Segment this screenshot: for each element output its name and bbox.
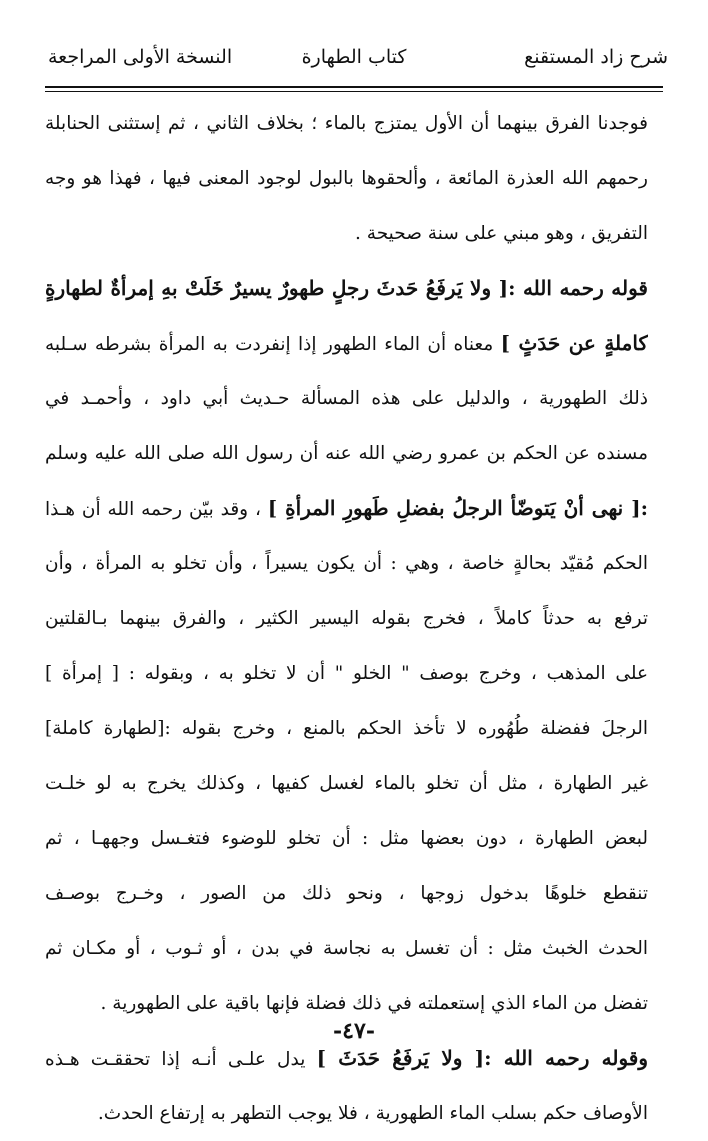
running-header [40,42,668,88]
line-text: الرجلَ ففضلة طُهُوره لا تأخذ الحكم بالمنع ، وخرج بقوله :[لطهارة كاملة] [45,718,648,739]
line-text: يدل علـى أنـه إذا تحققـت هـذه [45,1049,317,1070]
page-body [45,96,648,1141]
line-text: ذلك الطهورية ، والدليل على هذه المسألة حـديث أبي داود ، وأحمـد في [45,388,648,409]
line-text: ، وقد بيّن رحمه الله أن هـذا [45,499,268,520]
line-text: معناه أن الماء الطهور إذا إنفردت به المرأة بشرطه سـلبه [45,334,501,355]
line-text: ترفع به حدثاً كاملاً ، فخرج بقوله اليسير الكثير ، والفرق بينهما بـالقلتين [45,608,648,629]
header-book-title: شرح زاد المستقنع [524,46,668,68]
text-line [45,591,648,646]
text-line [45,96,648,151]
text-line [45,206,648,261]
text-line [45,866,648,921]
line-text: مسنده عن الحكم بن عمرو رضي الله عنه أن رسول الله صلى الله عليه وسلم [45,443,648,464]
line-text: الأوصاف حكم بسلب الماء الطهورية ، فلا يوجب التطهر به إرتفاع الحدث. [97,1103,648,1124]
bold-quote: وقوله رحمه الله :[ ولا يَرفَعُ حَدَثَ ] [316,1046,648,1070]
header-rule [45,86,663,88]
text-line [45,811,648,866]
line-text: فوجدنا الفرق بينهما أن الأول يمتزج بالماء ؛ بخلاف الثاني ، ثم إستثنى الحنابلة [45,113,648,134]
text-line [45,426,648,481]
text-line [45,371,648,426]
header-chapter-title: كتاب الطهارة [301,46,407,68]
bold-quote: :[ نهى أنْ يَتوضّأ الرجلُ بفضلِ طَهورِ المرأةِ ] [267,496,648,520]
text-line [45,481,648,536]
text-line [45,646,648,701]
text-line [45,756,648,811]
line-text: التفريق ، وهو مبني على سنة صحيحة . [355,223,648,244]
line-text: تنقطع خلوهًا بدخول زوجها ، ونحو ذلك من الصور ، وخـرج بوصـف [45,883,648,904]
text-line [45,261,648,316]
header-rule-thin [45,91,663,92]
line-text: الحدث الخبث مثل : أن تغسل به نجاسة في بدن ، أو ثـوب ، أو مكـان ثم [45,938,648,959]
bold-quote: كاملةٍ عن حَدَثٍ ] [500,331,648,355]
line-text: رحمهم الله العذرة المائعة ، وألحقوها بالبول لوجود المعنى فيها ، فهذا هو وجه [45,168,648,189]
line-text: تفضل من الماء الذي إستعملته في ذلك فضلة فإنها باقية على الطهورية . [100,993,648,1014]
text-line [45,151,648,206]
text-line [45,1086,648,1141]
header-edition-note: النسخة الأولى المراجعة [48,46,233,68]
line-text: غير الطهارة ، مثل أن تخلو بالماء لغسل كفيها ، وكذلك يخرج به لو خلـت [45,773,648,794]
text-line [45,701,648,756]
text-line [45,536,648,591]
line-text: لبعض الطهارة ، دون بعضها مثل : أن تخلو للوضوء فتغـسل وجههـا ، ثم [45,828,648,849]
bold-quote: قوله رحمه الله :[ ولا يَرفَعُ حَدثَ رجلٍ طهورٌ يسيرٌ خَلَتْ بهِ إمرأةٌ لطهارةٍ [45,276,648,300]
page-number: -٤٧- [333,1018,375,1044]
line-text: الحكم مُقيّد بحالةٍ خاصة ، وهي : أن يكون يسيراً ، وأن تخلو به المرأة ، وأن [45,553,648,574]
text-line [45,921,648,976]
text-line [45,316,648,371]
line-text: على المذهب ، وخرج بوصف " الخلو " أن لا تخلو به ، وبقوله : [ إمرأة ] [45,663,648,684]
